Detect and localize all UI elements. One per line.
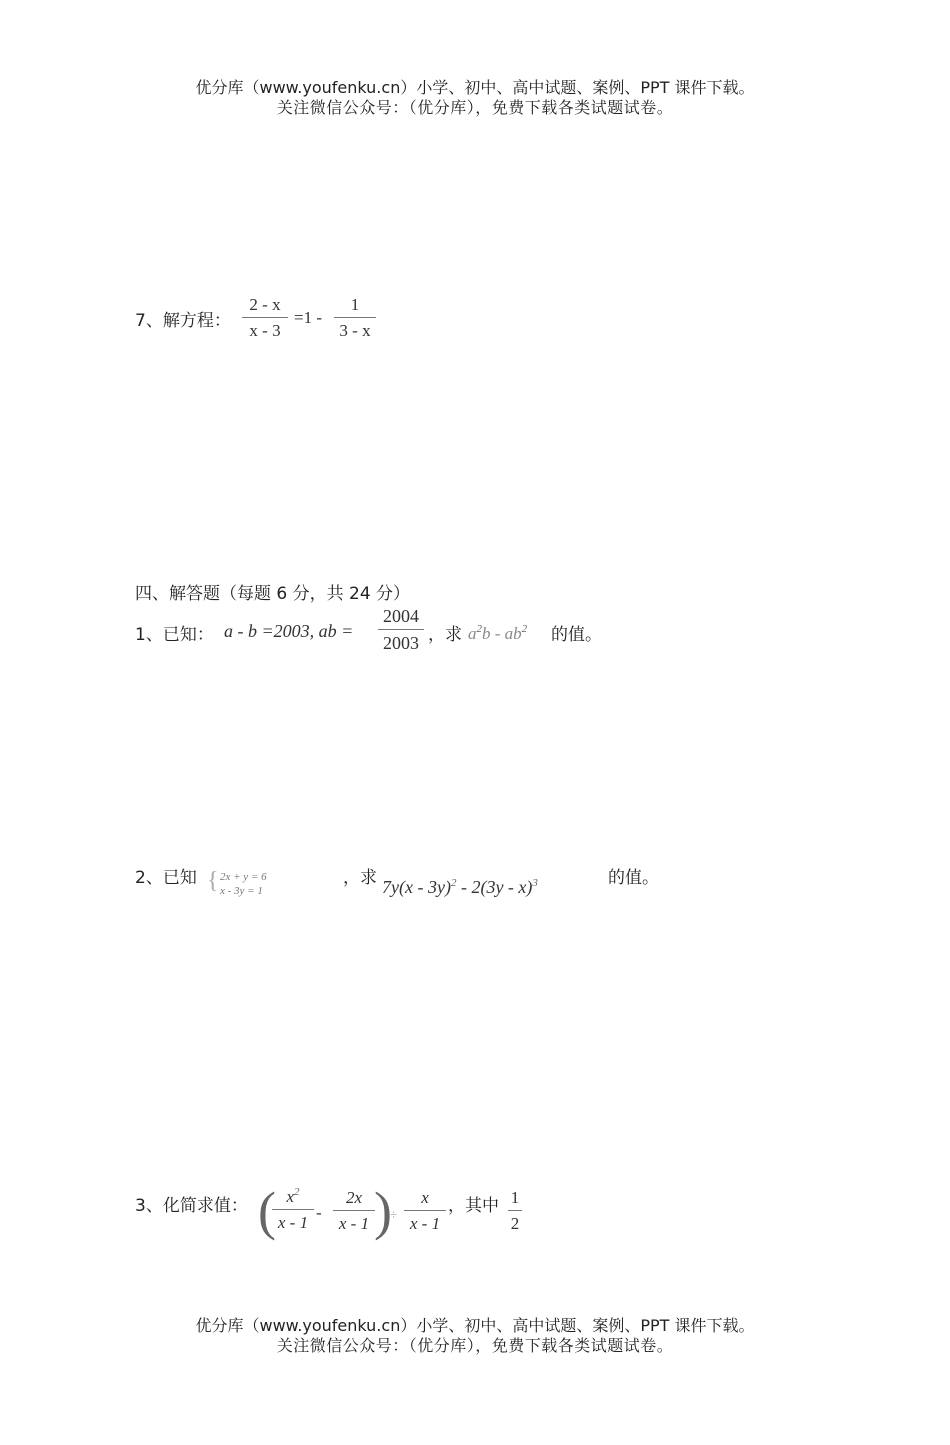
q7-fraction-1 — [242, 296, 288, 339]
q1-ask: ，求 — [428, 625, 462, 645]
q1-target-exp-2: 2 — [521, 623, 528, 635]
q1-frac-numerator: 2004 — [383, 606, 419, 626]
q7-frac1-numerator: 2 - x — [249, 295, 281, 314]
q3-left-paren: ( — [258, 1181, 276, 1241]
q3-half-fraction — [508, 1189, 522, 1232]
header-line-2: 关注微信公众号：（优分库），免费下载各类试题试卷。 — [276, 98, 674, 117]
page-header — [0, 78, 950, 118]
q3-frac2-denominator: x - 1 — [338, 1214, 370, 1233]
q3-half-denominator: 2 — [510, 1214, 520, 1233]
q3-frac3-denominator: x - 1 — [409, 1214, 441, 1233]
q2-exp-1: 2 — [450, 877, 457, 889]
q7-frac1-denominator: x - 3 — [249, 321, 281, 340]
q3-frac3-numerator: x — [421, 1188, 429, 1207]
q1-label: 1、已知： — [135, 625, 214, 645]
section-title: 四、解答题（每题 6 分，共 24 分） — [135, 584, 411, 604]
q3-divide: ÷ — [390, 1207, 398, 1222]
q1-target-b: b - ab — [482, 624, 522, 643]
q7-frac2-denominator: 3 - x — [339, 321, 371, 340]
q3-fraction-1 — [272, 1187, 314, 1231]
q1-expression: a - b =2003, ab = — [224, 621, 354, 641]
q3-half-numerator: 1 — [510, 1188, 520, 1207]
q2-expr-part-2: - 2(3y - x) — [456, 877, 533, 897]
q3-minus: - — [316, 1203, 322, 1222]
q3-frac1-numerator — [272, 1187, 314, 1205]
q3-frac1-denominator: x - 1 — [277, 1213, 309, 1232]
footer-line-1: 优分库（www.youfenku.cn）小学、初中、高中试题、案例、PPT 课件下载。 — [195, 1316, 755, 1335]
q2-system-brace: { — [207, 868, 219, 894]
q7-equals: =1 - — [294, 308, 322, 327]
q3-frac2-numerator: 2x — [345, 1188, 363, 1207]
q3-frac1-num-exp: 2 — [294, 1186, 300, 1198]
q3-frac1-num-base: x — [286, 1187, 295, 1206]
footer-line-2: 关注微信公众号：（优分库），免费下载各类试题试卷。 — [276, 1336, 674, 1355]
q2-label: 2、已知 — [135, 868, 197, 888]
header-line-1: 优分库（www.youfenku.cn）小学、初中、高中试题、案例、PPT 课件下载。 — [195, 78, 755, 97]
q1-target-a: a — [468, 624, 477, 643]
q2-exp-2: 3 — [532, 877, 538, 889]
q3-fraction-3 — [404, 1189, 446, 1232]
q1-fraction — [378, 607, 424, 652]
q7-fraction-2 — [334, 296, 376, 339]
q3-ask: ，其中 — [448, 1196, 499, 1216]
q2-end: 的值。 — [608, 868, 659, 888]
q7-label: 7、解方程： — [135, 311, 231, 331]
page-footer — [0, 1316, 950, 1356]
q2-expr-part-1: 7y(x - 3y) — [382, 877, 451, 897]
q2-system-eq-2: x - 3y = 1 — [220, 885, 263, 897]
q1-target-exp-1: 2 — [476, 623, 482, 635]
q2-ask: ，求 — [343, 868, 377, 888]
q1-frac-denominator: 2003 — [383, 633, 419, 653]
q1-end: 的值。 — [551, 625, 602, 645]
q3-label: 3、化简求值： — [135, 1196, 248, 1216]
q1-target — [468, 624, 527, 642]
q3-fraction-2 — [333, 1189, 375, 1232]
q3-right-paren: ) — [374, 1181, 392, 1241]
q7-frac2-numerator: 1 — [350, 295, 360, 314]
q2-expression — [382, 878, 538, 896]
q2-system-eq-1: 2x + y = 6 — [220, 871, 267, 883]
